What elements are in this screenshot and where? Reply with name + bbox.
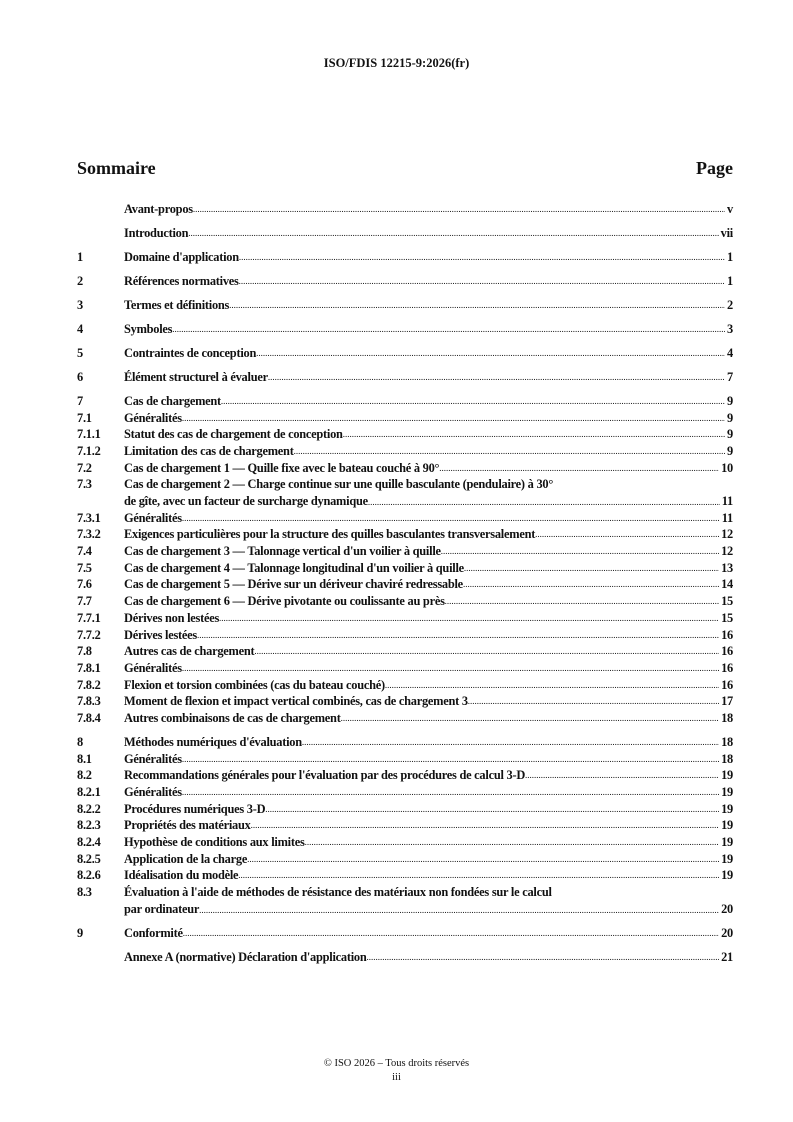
- toc-entry[interactable]: [77, 249, 733, 266]
- dot-leader: [268, 369, 725, 386]
- toc-entry-page: 20: [721, 901, 733, 916]
- toc-entry-page: 19: [721, 851, 733, 866]
- toc-entry-line: [124, 593, 733, 610]
- dot-leader: [238, 867, 719, 884]
- toc-entry-title[interactable]: Statut des cas de chargement de conception: [124, 427, 343, 442]
- toc-entry[interactable]: [77, 321, 733, 338]
- toc-entry-page: vii: [720, 225, 733, 240]
- toc-entry-title-cont: de gîte, avec un facteur de surcharge dynamique: [124, 494, 368, 508]
- toc-entry-line: [124, 710, 733, 727]
- toc-entry[interactable]: [77, 949, 733, 966]
- toc-entry[interactable]: [77, 610, 733, 627]
- dot-leader: [445, 593, 719, 610]
- toc-entry-line: [124, 543, 733, 560]
- toc-entry-page: 2: [727, 297, 733, 312]
- toc-entry-line: [124, 201, 733, 218]
- toc-entry-number: 8: [77, 734, 83, 749]
- toc-entry-line: [124, 660, 733, 677]
- toc-entry[interactable]: [77, 460, 733, 477]
- toc-entry-number: 7.7.2: [77, 627, 101, 642]
- toc-entry-number: 7.1: [77, 410, 92, 425]
- toc-entry[interactable]: [77, 225, 733, 242]
- toc-entry-number: 7.3: [77, 477, 92, 492]
- toc-entry-number: 7.8.2: [77, 677, 101, 692]
- dot-leader: [367, 949, 720, 966]
- toc-entry-page: 1: [727, 249, 733, 264]
- toc-entry[interactable]: [77, 767, 733, 784]
- toc-entry-title[interactable]: Dérives lestées: [124, 627, 197, 642]
- document-header: ISO/FDIS 12215-9:2026(fr): [323, 56, 470, 70]
- toc-entry[interactable]: [77, 345, 733, 362]
- toc-entry-number: 7.7.1: [77, 610, 101, 625]
- toc-entry-title[interactable]: Recommandations générales pour l'évaluation par des procédures de calcul 3-D: [124, 768, 526, 783]
- toc-entry[interactable]: [77, 834, 733, 851]
- dot-leader: [182, 660, 719, 677]
- toc-entry-page: 18: [721, 710, 733, 725]
- dot-leader: [221, 393, 725, 410]
- toc-entry-line: [124, 443, 733, 460]
- dot-leader: [265, 801, 719, 818]
- toc-entry[interactable]: [77, 576, 733, 593]
- dot-leader: [172, 321, 725, 338]
- toc-entry-title[interactable]: Généralités: [124, 751, 182, 766]
- page-column-label: Page: [696, 158, 733, 178]
- toc-entry-number: 8.2.2: [77, 801, 101, 816]
- toc-entry-title[interactable]: Conformité: [124, 925, 183, 940]
- toc-entry-title[interactable]: Limitation des cas de chargement: [124, 443, 294, 458]
- toc-entry[interactable]: [77, 627, 733, 644]
- toc-entry-page: 17: [721, 694, 733, 709]
- toc-entry-page: 19: [721, 801, 733, 816]
- toc-entry-line: [124, 693, 733, 710]
- toc-entry[interactable]: [77, 801, 733, 818]
- toc-entry[interactable]: [77, 784, 733, 801]
- dot-leader: [463, 576, 719, 593]
- toc-entry-page: 16: [721, 627, 733, 642]
- toc-entry[interactable]: [77, 560, 733, 577]
- toc-entry-number: 4: [77, 321, 83, 336]
- toc-entry-title[interactable]: Cas de chargement 2 — Charge continue sur une quille basculante (pendulaire) à 30°: [124, 477, 554, 492]
- dot-leader: [182, 510, 720, 527]
- dot-leader: [439, 460, 719, 477]
- toc-entry-page: 12: [721, 527, 733, 542]
- toc-entry-line: [124, 949, 733, 966]
- toc-entry-line: [124, 610, 733, 627]
- toc-entry-title[interactable]: Cas de chargement 1 — Quille fixe avec le bateau couché à 90°: [124, 460, 440, 475]
- dot-leader: [254, 643, 719, 660]
- toc-entry-page: 9: [727, 393, 733, 408]
- toc-entry-title[interactable]: Cas de chargement 4 — Talonnage longitudinal d'un voilier à quille: [124, 560, 464, 575]
- toc-entry-line: [124, 476, 733, 493]
- dot-leader: [305, 834, 720, 851]
- toc-entry-title[interactable]: Cas de chargement 6 — Dérive pivotante ou coulissante au près: [124, 594, 445, 609]
- toc-entry[interactable]: [77, 543, 733, 560]
- toc-entry-line: [124, 751, 733, 768]
- toc-entry-title[interactable]: Symboles: [124, 321, 173, 336]
- toc-entry-number: 8.2.5: [77, 851, 101, 866]
- toc-entry-number: 7.8: [77, 644, 92, 659]
- dot-leader: [256, 345, 725, 362]
- toc-entry-number: 8.2.4: [77, 835, 101, 850]
- toc-entry-title[interactable]: Termes et définitions: [124, 297, 230, 312]
- toc-entry-number: 8.2.3: [77, 818, 101, 833]
- toc-entry-title[interactable]: Autres cas de chargement: [124, 644, 255, 659]
- toc-entry-line: [124, 510, 733, 527]
- toc-entry-page: 16: [721, 644, 733, 659]
- toc-entry-page: 13: [721, 560, 733, 575]
- toc-entry-line: [124, 321, 733, 338]
- toc-entry-title[interactable]: Avant-propos: [124, 202, 193, 216]
- toc-entry[interactable]: [77, 297, 733, 314]
- toc-entry[interactable]: [77, 693, 733, 710]
- dot-leader: [182, 784, 719, 801]
- toc-entry-page: 9: [727, 410, 733, 425]
- toc-entry-page: 3: [727, 321, 733, 336]
- toc-entry-line: [124, 784, 733, 801]
- toc-entry[interactable]: [77, 426, 733, 443]
- toc-entry-line: [124, 560, 733, 577]
- table-of-contents: [77, 201, 733, 965]
- toc-entry-title[interactable]: Élément structurel à évaluer: [124, 369, 268, 384]
- toc-entry[interactable]: [77, 660, 733, 677]
- toc-entry[interactable]: [77, 273, 733, 290]
- toc-entry-title[interactable]: Cas de chargement 5 — Dérive sur un dériveur chaviré redressable: [124, 577, 463, 592]
- toc-entry-line: [124, 851, 733, 868]
- toc-entry-title[interactable]: Dérives non lestées: [124, 610, 220, 625]
- toc-entry-title-cont: par ordinateur: [124, 901, 200, 916]
- toc-entry[interactable]: [77, 817, 733, 834]
- dot-leader: [239, 249, 725, 266]
- toc-entry-line: [124, 297, 733, 314]
- toc-entry-line: [124, 677, 733, 694]
- toc-entry[interactable]: [77, 393, 733, 410]
- toc-entry-number: 7.1.1: [77, 427, 101, 442]
- toc-entry-number: 1: [77, 249, 83, 264]
- dot-leader: [193, 201, 725, 218]
- toc-entry-line: [124, 801, 733, 818]
- toc-entry-number: 9: [77, 925, 83, 940]
- toc-entry-page: 19: [721, 835, 733, 850]
- dot-leader: [525, 767, 719, 784]
- dot-leader: [341, 710, 720, 727]
- toc-entry-title[interactable]: Contraintes de conception: [124, 345, 257, 360]
- toc-entry-line: [124, 526, 733, 543]
- toc-entry-line: [124, 834, 733, 851]
- toc-entry-page: 19: [721, 818, 733, 833]
- toc-entry-title[interactable]: Exigences particulières pour la structure des quilles basculantes transversalement: [124, 527, 536, 542]
- toc-entry-title[interactable]: Généralités: [124, 660, 182, 675]
- toc-entry-page: 16: [721, 677, 733, 692]
- toc-entry-page: 11: [721, 510, 733, 525]
- toc-entry-title[interactable]: Procédures numériques 3-D: [124, 801, 266, 816]
- toc-entry-title[interactable]: Application de la charge: [124, 851, 248, 866]
- toc-entry[interactable]: [77, 643, 733, 660]
- dot-leader: [197, 627, 719, 644]
- dot-leader: [229, 297, 725, 314]
- toc-entry-number: 8.3: [77, 885, 92, 900]
- toc-entry-page: 10: [721, 460, 733, 475]
- toc-entry-number: 7.7: [77, 594, 92, 609]
- toc-entry-title[interactable]: Généralités: [124, 410, 182, 425]
- dot-leader: [199, 902, 719, 919]
- toc-entry-line: [124, 925, 733, 942]
- toc-entry-title[interactable]: Méthodes numériques d'évaluation: [124, 734, 302, 749]
- toc-entry-line: [124, 867, 733, 884]
- toc-entry[interactable]: [77, 884, 733, 901]
- dot-leader: [441, 543, 719, 560]
- dot-leader: [385, 677, 719, 694]
- toc-entry-title[interactable]: Annexe A (normative) Déclaration d'application: [124, 949, 367, 964]
- toc-entry-number: 8.2: [77, 768, 92, 783]
- toc-entry-page: 21: [721, 949, 733, 964]
- toc-entry[interactable]: [77, 593, 733, 610]
- dot-leader: [219, 610, 719, 627]
- toc-entry-number: 6: [77, 369, 83, 384]
- toc-entry[interactable]: [77, 526, 733, 543]
- toc-entry-title[interactable]: Généralités: [124, 510, 182, 525]
- toc-entry[interactable]: [77, 476, 733, 493]
- toc-entry-line: [124, 627, 733, 644]
- toc-entry-line: [124, 225, 733, 242]
- toc-entry-page: 12: [721, 544, 733, 559]
- toc-entry-line: [124, 643, 733, 660]
- toc-entry-title[interactable]: Références normatives: [124, 273, 239, 288]
- toc-entry-number: 7.3.1: [77, 510, 101, 525]
- toc-entry[interactable]: [77, 851, 733, 868]
- toc-entry-number: 8.2.6: [77, 868, 101, 883]
- toc-entry[interactable]: [77, 410, 733, 427]
- toc-entry-page: 18: [721, 751, 733, 766]
- toc-entry-page: 7: [727, 369, 733, 384]
- toc-entry-page: 19: [721, 784, 733, 799]
- toc-entry-number: 7.1.2: [77, 443, 101, 458]
- toc-entry-page: 4: [727, 345, 733, 360]
- toc-entry-line: [124, 426, 733, 443]
- dot-leader: [183, 925, 719, 942]
- toc-entry-page: 15: [721, 610, 733, 625]
- toc-entry-number: 7.5: [77, 560, 92, 575]
- dot-leader: [343, 426, 725, 443]
- toc-entry-page: 18: [721, 734, 733, 749]
- toc-entry-title[interactable]: Idéalisation du modèle: [124, 868, 239, 883]
- toc-entry-number: 3: [77, 297, 83, 312]
- toc-entry[interactable]: [77, 710, 733, 727]
- toc-entry-number: 7.2: [77, 460, 92, 475]
- toc-entry-number: 7.4: [77, 544, 92, 559]
- toc-entry[interactable]: [77, 201, 733, 218]
- toc-entry-page: v: [727, 202, 733, 216]
- toc-entry-page: 1: [727, 273, 733, 288]
- toc-entry-title[interactable]: Autres combinaisons de cas de chargement: [124, 710, 341, 725]
- toc-entry-title[interactable]: Introduction: [124, 225, 189, 240]
- toc-entry-continuation[interactable]: [77, 901, 733, 918]
- toc-entry-page: 19: [721, 868, 733, 883]
- toc-entry-number: 5: [77, 345, 83, 360]
- toc-entry-number: 7.3.2: [77, 527, 101, 542]
- toc-entry-page: 16: [721, 660, 733, 675]
- dot-leader: [294, 443, 725, 460]
- toc-entry-page: 15: [721, 594, 733, 609]
- toc-entry-number: 7: [77, 393, 83, 408]
- toc-entry-line: [124, 576, 733, 593]
- toc-entry[interactable]: [77, 867, 733, 884]
- dot-leader: [535, 526, 719, 543]
- toc-entry-number: 8.1: [77, 751, 92, 766]
- toc-entry[interactable]: [77, 677, 733, 694]
- toc-entry[interactable]: [77, 734, 733, 751]
- dot-leader: [464, 560, 719, 577]
- toc-entry-page: 19: [721, 768, 733, 783]
- toc-entry-title[interactable]: Hypothèse de conditions aux limites: [124, 835, 305, 850]
- toc-entry-page: 9: [727, 443, 733, 458]
- toc-entry-title[interactable]: Cas de chargement 3 — Talonnage vertical d'un voilier à quille: [124, 544, 441, 559]
- dot-leader: [182, 410, 725, 427]
- toc-entry-continuation[interactable]: [77, 493, 733, 510]
- dot-leader: [468, 693, 719, 710]
- toc-entry-title[interactable]: Domaine d'application: [124, 249, 239, 264]
- toc-entry-line: [124, 345, 733, 362]
- toc-entry-page: 20: [721, 925, 733, 940]
- toc-entry-line: [124, 410, 733, 427]
- toc-entry[interactable]: [77, 510, 733, 527]
- toc-entry-number: 2: [77, 273, 83, 288]
- toc-entry-page: 11: [721, 494, 733, 508]
- page-number: iii: [392, 1072, 401, 1083]
- toc-entry-line: [124, 884, 733, 901]
- toc-entry[interactable]: [77, 751, 733, 768]
- toc-entry-line: [124, 249, 733, 266]
- dot-leader: [182, 751, 719, 768]
- toc-entry-title[interactable]: Propriétés des matériaux: [124, 818, 251, 833]
- toc-entry-line: [124, 817, 733, 834]
- toc-entry-page: 9: [727, 427, 733, 442]
- dot-leader: [302, 734, 719, 751]
- toc-entry-title[interactable]: Généralités: [124, 784, 182, 799]
- toc-entry[interactable]: [77, 443, 733, 460]
- dot-leader: [247, 851, 719, 868]
- toc-entry-line: [124, 460, 733, 477]
- toc-entry-number: 7.6: [77, 577, 92, 592]
- toc-entry-line: [124, 273, 733, 290]
- toc-heading: Sommaire: [77, 158, 156, 178]
- toc-entry-line: [124, 393, 733, 410]
- toc-entry-number: 7.8.4: [77, 710, 101, 725]
- toc-entry-number: 8.2.1: [77, 784, 101, 799]
- toc-entry-number: 7.8.1: [77, 660, 101, 675]
- dot-leader: [239, 273, 725, 290]
- toc-entry-number: 7.8.3: [77, 694, 101, 709]
- toc-entry-line: [124, 734, 733, 751]
- toc-entry-line: [124, 369, 733, 386]
- toc-entry-title[interactable]: Flexion et torsion combinées (cas du bateau couché): [124, 677, 385, 692]
- toc-entry[interactable]: [77, 369, 733, 386]
- toc-entry-title[interactable]: Évaluation à l'aide de méthodes de résistance des matériaux non fondées sur le calcul: [124, 885, 552, 900]
- toc-entry-page: 14: [721, 577, 733, 592]
- toc-entry-title[interactable]: Cas de chargement: [124, 393, 221, 408]
- toc-entry[interactable]: [77, 925, 733, 942]
- dot-leader: [368, 494, 720, 511]
- copyright-footer: © ISO 2026 – Tous droits réservés: [323, 1058, 470, 1069]
- dot-leader: [188, 225, 718, 242]
- toc-entry-line: [124, 767, 733, 784]
- toc-entry-title[interactable]: Moment de flexion et impact vertical combinés, cas de chargement 3: [124, 694, 468, 709]
- dot-leader: [251, 817, 720, 834]
